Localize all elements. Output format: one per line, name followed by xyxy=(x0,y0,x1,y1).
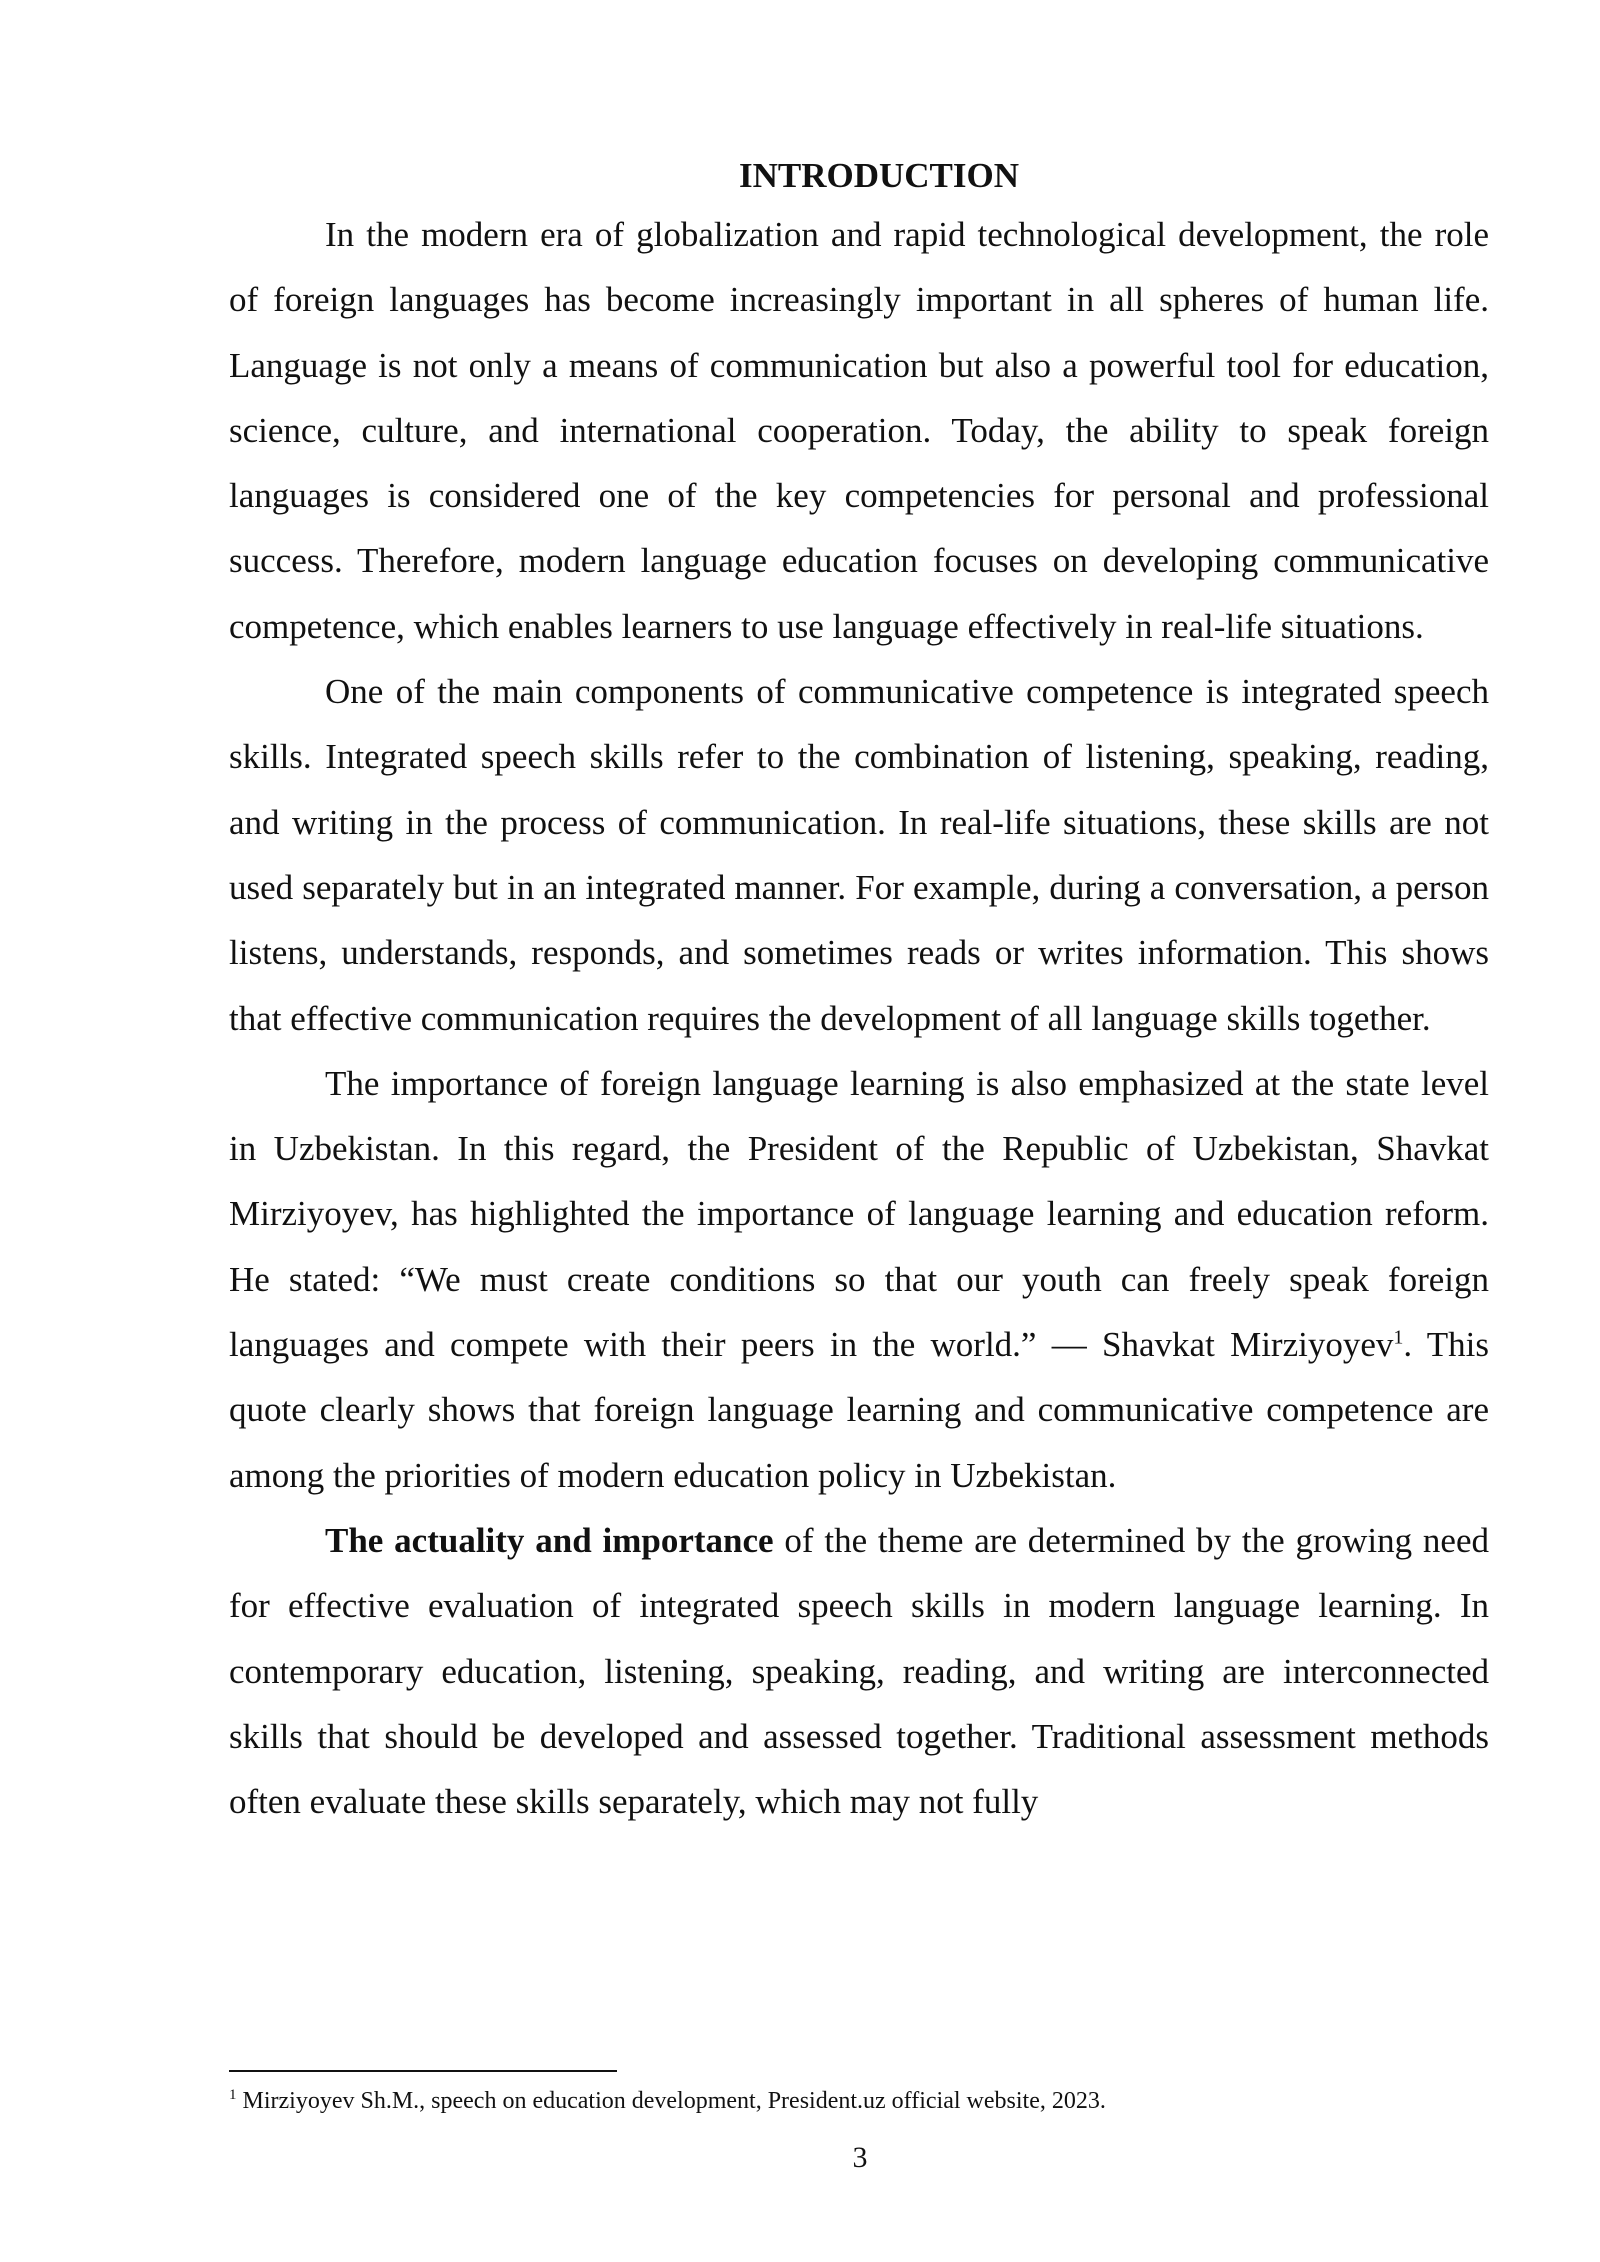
page-title: INTRODUCTION xyxy=(738,156,1020,195)
paragraph-state-level xyxy=(229,1051,1489,1508)
page-body xyxy=(229,150,1489,1834)
actuality-bold-lead: The actuality and importance xyxy=(325,1520,774,1560)
footnote-separator xyxy=(229,2070,617,2072)
footnote-text: Mirziyoyev Sh.M., speech on education development, President.uz official website, 2023. xyxy=(236,2088,1106,2114)
footnote-marker: 1 xyxy=(229,2087,237,2103)
footnote xyxy=(229,2085,1489,2117)
paragraph-actuality-text: of the theme are determined by the growing need for effective evaluation of integrated speech skills in modern language learning. In contemporary education, listening, speaking, reading, and writing are interconnected skills that should be developed and assessed together. Traditional assessment methods often evaluate these skills separately, which may not fully xyxy=(229,1520,1489,1822)
paragraph-globalization: In the modern era of globalization and rapid technological development, the role of foreign languages has become increasingly important in all spheres of human life. Language is not only a means of communication but also a powerful tool for education, science, culture, and international cooperation. Today, the ability to speak foreign languages is considered one of the key competencies for personal and professional success. Therefore, modern language education focuses on developing communicative competence, which enables learners to use language effectively in real-life situations. xyxy=(229,215,1489,646)
paragraph-state-level-continued: . This quote clearly shows that foreign language learning and communicative competence are among the priorities of modern education policy in Uzbekistan. xyxy=(229,1325,1490,1495)
paragraph-state-level-text: The importance of foreign language learning is also emphasized at the state level in Uzbekistan. In this regard, the President of the Republic of Uzbekistan, Shavkat Mirziyoyev, has highlighted the importance of language learning and education reform. He stated: “We must create conditions so that our youth can freely speak foreign languages and compete with their peers in the world.” — Shavkat Mirziyoyev xyxy=(229,1063,1489,1365)
footnote-reference: 1 xyxy=(1393,1326,1404,1349)
paragraph-actuality xyxy=(229,1508,1489,1834)
paragraph-integrated-skills: One of the main components of communicative competence is integrated speech skills. Integrated speech skills refer to the combination of listening, speaking, reading, and writing in the process of communication. In real-life situations, these skills are not used separately but in an integrated manner. For example, during a conversation, a person listens, understands, responds, and sometimes reads or writes information. This shows that effective communication requires the development of all language skills together. xyxy=(229,672,1489,1038)
page-number: 3 xyxy=(852,2141,868,2174)
